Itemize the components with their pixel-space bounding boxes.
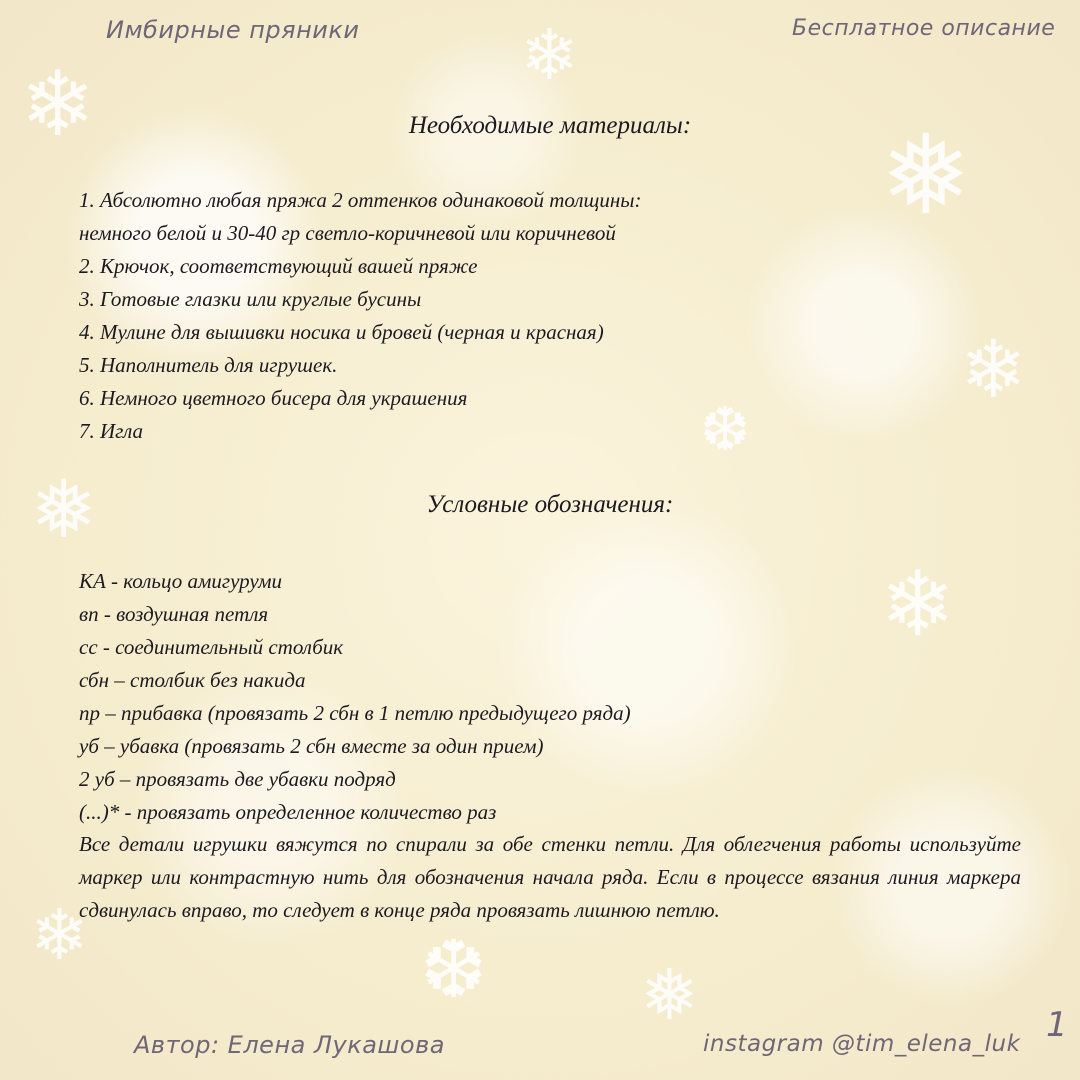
snowflake-icon: ❅ [30, 463, 98, 556]
list-item: 7. Игла [79, 419, 143, 443]
snowflake-icon: ❄ [520, 14, 579, 96]
legend-list [79, 565, 1019, 829]
list-item: 5. Наполнитель для игрушек. [79, 353, 338, 377]
list-item: пр – прибавка (провязать 2 сбн в 1 петлю предыдущего ряда) [79, 701, 631, 725]
snowflake-icon: ❄ [20, 52, 96, 157]
snowflake-icon: ❄ [30, 894, 89, 976]
snowflake-icon: ❅ [880, 111, 973, 239]
list-item: 6. Немного цветного бисера для украшения [79, 386, 468, 410]
knitting-note: Все детали игрушки вяжутся по спирали за обе стенки петли. Для облегчения работы используйте маркер или контрастную нить для обозначения начала ряда. Если в процессе вязания линия маркера сдвинулась вправо, то следует в конце ряда провязать лишнюю петлю. [79, 832, 1021, 922]
list-item: 3. Готовые глазки или круглые бусины [79, 287, 422, 311]
list-item: сбн – столбик без накида [79, 668, 306, 692]
page-number: 1 [1046, 1005, 1068, 1045]
author-credit: Автор: Елена Лукашова [134, 1031, 445, 1059]
snowflake-icon: ❆ [700, 395, 751, 465]
list-item: 4. Мулине для вышивки носика и бровей (черная и красная) [79, 320, 604, 344]
materials-list [79, 184, 1019, 448]
list-item: 1. Абсолютно любая пряжа 2 оттенков одинаковой толщины: [79, 188, 642, 212]
list-item: немного белой и 30-40 гр светло-коричневой или коричневой [79, 221, 616, 245]
snowflake-icon: ❅ [640, 954, 699, 1036]
list-item: сс - соединительный столбик [79, 635, 344, 659]
free-description-label: Бесплатное описание [792, 16, 1056, 41]
list-item: 2. Крючок, соответствующий вашей пряже [79, 254, 478, 278]
materials-heading: Необходимые материалы: [408, 112, 692, 139]
snowflake-icon: ❄ [880, 552, 956, 657]
legend-heading: Условные обозначения: [426, 491, 674, 518]
snowflake-icon: ❆ [420, 923, 488, 1016]
list-item: КА - кольцо амигуруми [79, 569, 283, 593]
snowflake-icon: ❄ [960, 323, 1028, 416]
list-item: 2 уб – провязать две убавки подряд [79, 767, 396, 791]
instagram-handle: instagram @tim_elena_luk [703, 1031, 1021, 1057]
list-item: уб – убавка (провязать 2 сбн вместе за один прием) [79, 734, 544, 758]
list-item: вп - воздушная петля [79, 602, 269, 626]
list-item: (...)* - провязать определенное количество раз [79, 800, 497, 824]
page-title: Имбирные пряники [106, 16, 360, 44]
